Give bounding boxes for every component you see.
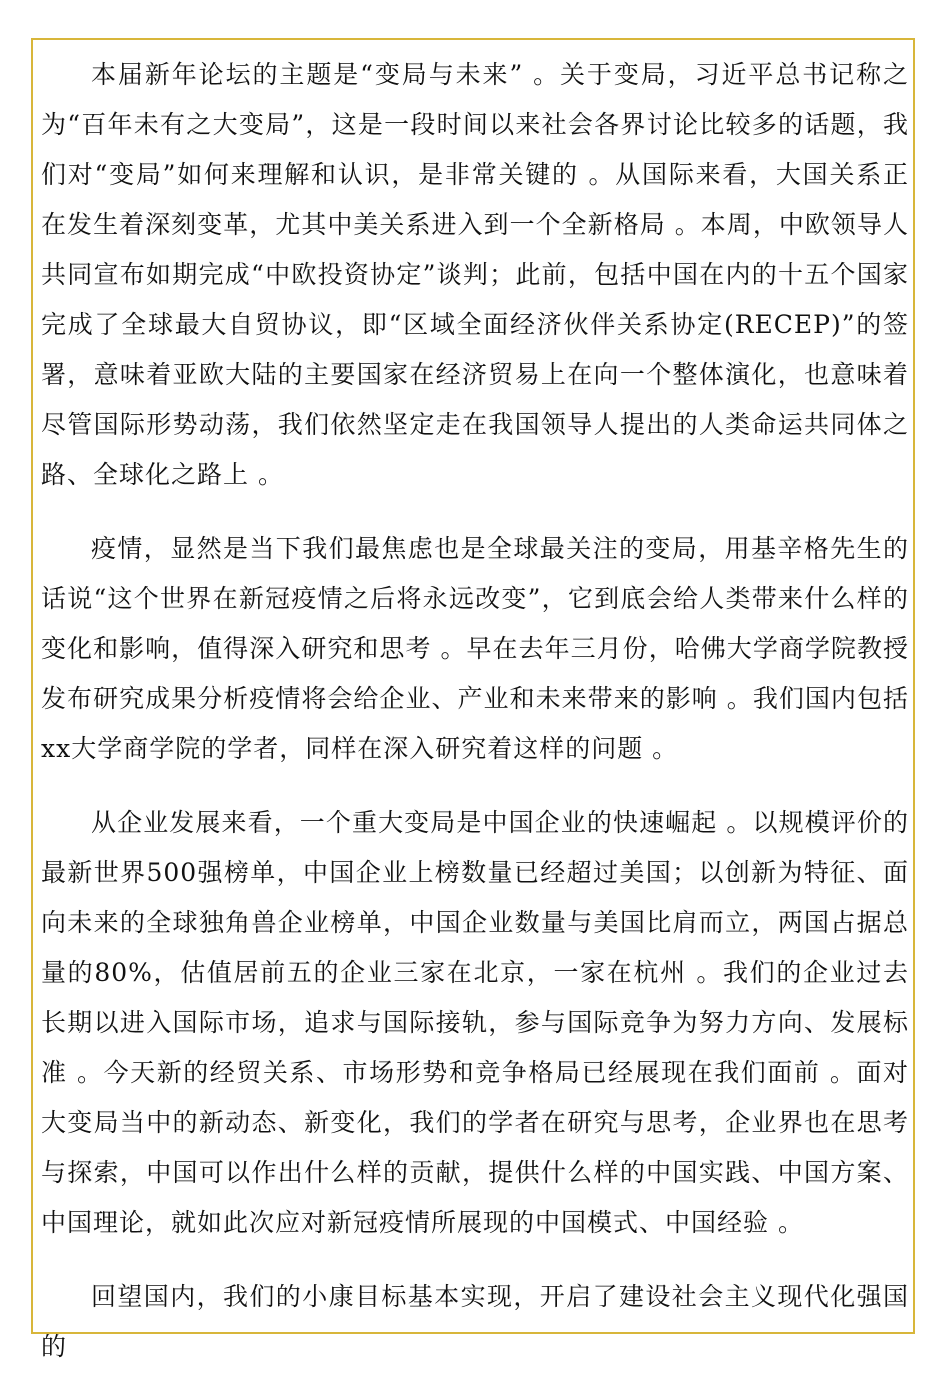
paragraph-4: 回望国内，我们的小康目标基本实现，开启了建设社会主义现代化强国的 (41, 1282, 909, 1361)
document-body (41, 50, 909, 1396)
page-frame (31, 38, 915, 1361)
paragraph-2: 疫情，显然是当下我们最焦虑也是全球最关注的变局，用基辛格先生的话说“这个世界在新冠疫情之后将永远改变”，它到底会给人类带来什么样的变化和影响，值得深入研究和思考 。早在去年三月份，哈佛大学商学院教授发布研究成果分析疫情将会给企业、产业和未来带来的影响 。我们国内包括xx大学商学院的学者，同样在深入研究着这样的问题 。 (41, 534, 909, 763)
paragraph-1: 本届新年论坛的主题是“变局与未来” 。关于变局，习近平总书记称之为“百年未有之大变局”，这是一段时间以来社会各界讨论比较多的话题，我们对“变局”如何来理解和认识，是非常关键的 。从国际来看，大国关系正在发生着深刻变革，尤其中美关系进入到一个全新格局 。本周，中欧领导人共同宣布如期完成“中欧投资协定”谈判；此前，包括中国在内的十五个国家完成了全球最大自贸协议，即“区域全面经济伙伴关系协定(RECEP)”的签署，意味着亚欧大陆的主要国家在经济贸易上在向一个整体演化，也意味着尽管国际形势动荡，我们依然坚定走在我国领导人提出的人类命运共同体之路、全球化之路上 。 (41, 60, 909, 489)
paragraph-3: 从企业发展来看，一个重大变局是中国企业的快速崛起 。以规模评价的最新世界500强榜单，中国企业上榜数量已经超过美国；以创新为特征、面向未来的全球独角兽企业榜单，中国企业数量与美国比肩而立，两国占据总量的80%，估值居前五的企业三家在北京，一家在杭州 。我们的企业过去长期以进入国际市场，追求与国际接轨，参与国际竞争为努力方向、发展标准 。今天新的经贸关系、市场形势和竞争格局已经展现在我们面前 。面对大变局当中的新动态、新变化，我们的学者在研究与思考，企业界也在思考与探索，中国可以作出什么样的贡献，提供什么样的中国实践、中国方案、中国理论，就如此次应对新冠疫情所展现的中国模式、中国经验 。 (41, 808, 909, 1237)
